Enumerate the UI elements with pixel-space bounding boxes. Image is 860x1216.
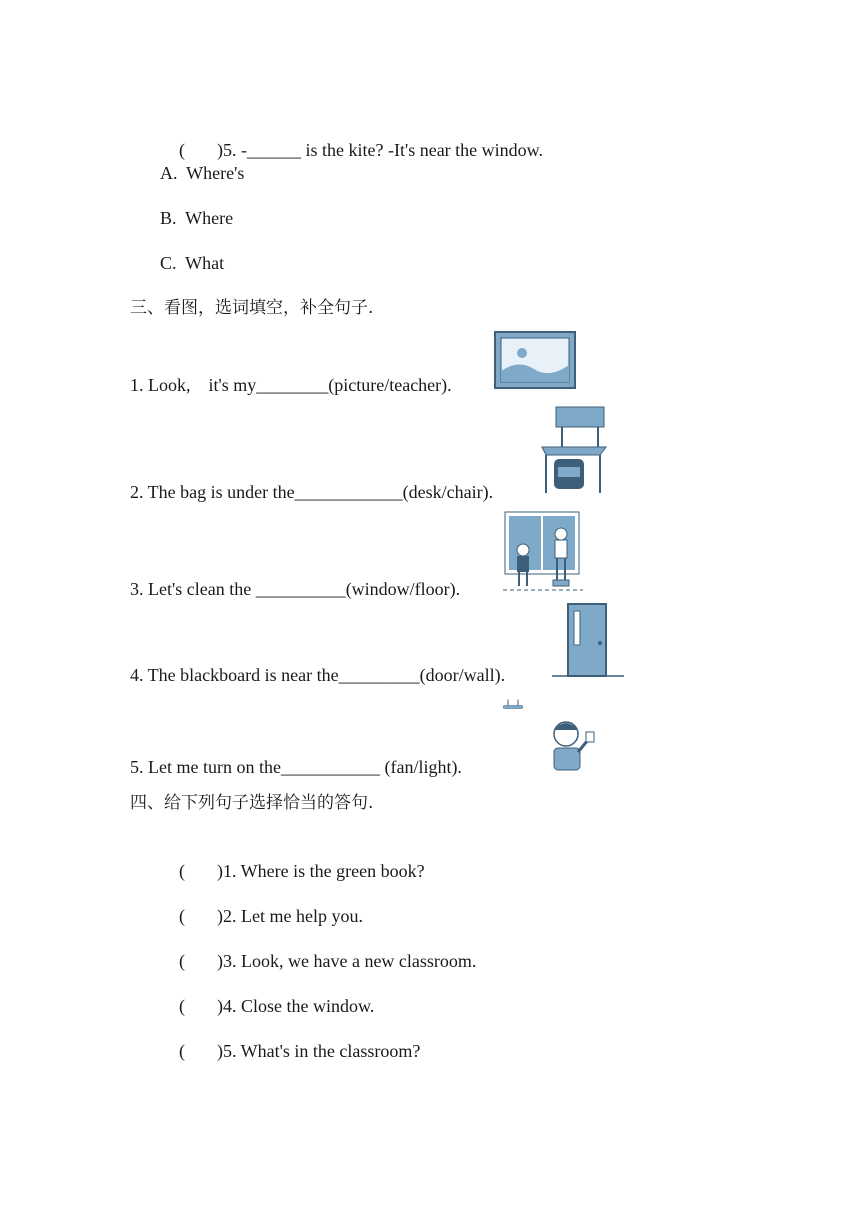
fill-item-4: 4. The blackboard is near the_________(door/wall). [130, 665, 506, 685]
fill-item-2: 2. The bag is under the____________(desk/chair). [130, 482, 494, 502]
option-c: C. What [160, 253, 225, 273]
section-3-heading: 三、看图，选词填空，补全句子. [130, 298, 374, 318]
picture-frame-icon [494, 331, 576, 389]
match-item-text: )1. Where is the green book? [217, 861, 425, 881]
match-item-4 [170, 973, 374, 1017]
question-5 [170, 117, 543, 161]
ceiling-light-icon [503, 694, 523, 716]
answer-paren[interactable]: ( [179, 951, 185, 971]
answer-paren[interactable]: ( [179, 861, 185, 881]
section-4-heading: 四、给下列句子选择恰当的答句. [130, 793, 374, 813]
fill-item-1: 1. Look, it's my________(picture/teacher). [130, 375, 452, 395]
match-item-1 [170, 838, 425, 882]
answer-paren[interactable]: ( [179, 1041, 185, 1061]
children-cleaning-window-icon [503, 510, 583, 594]
answer-paren[interactable]: ( [179, 996, 185, 1016]
desk-with-bag-icon [540, 405, 608, 495]
question-stem: )5. -______ is the kite? -It's near the window. [217, 140, 543, 160]
answer-paren[interactable]: ( [179, 140, 185, 160]
option-b: B. Where [160, 208, 234, 228]
fill-item-5: 5. Let me turn on the___________ (fan/light). [130, 757, 462, 777]
answer-paren[interactable]: ( [179, 906, 185, 926]
match-item-text: )4. Close the window. [217, 996, 375, 1016]
door-icon [552, 603, 624, 679]
match-item-text: )5. What's in the classroom? [217, 1041, 421, 1061]
fill-item-3: 3. Let's clean the __________(window/floor). [130, 579, 461, 599]
match-item-2 [170, 883, 363, 927]
boy-switching-light-icon [548, 716, 598, 772]
option-a: A. Where's [160, 163, 245, 183]
match-item-text: )3. Look, we have a new classroom. [217, 951, 477, 971]
match-item-3 [170, 928, 476, 972]
match-item-5 [170, 1018, 420, 1062]
match-item-text: )2. Let me help you. [217, 906, 363, 926]
